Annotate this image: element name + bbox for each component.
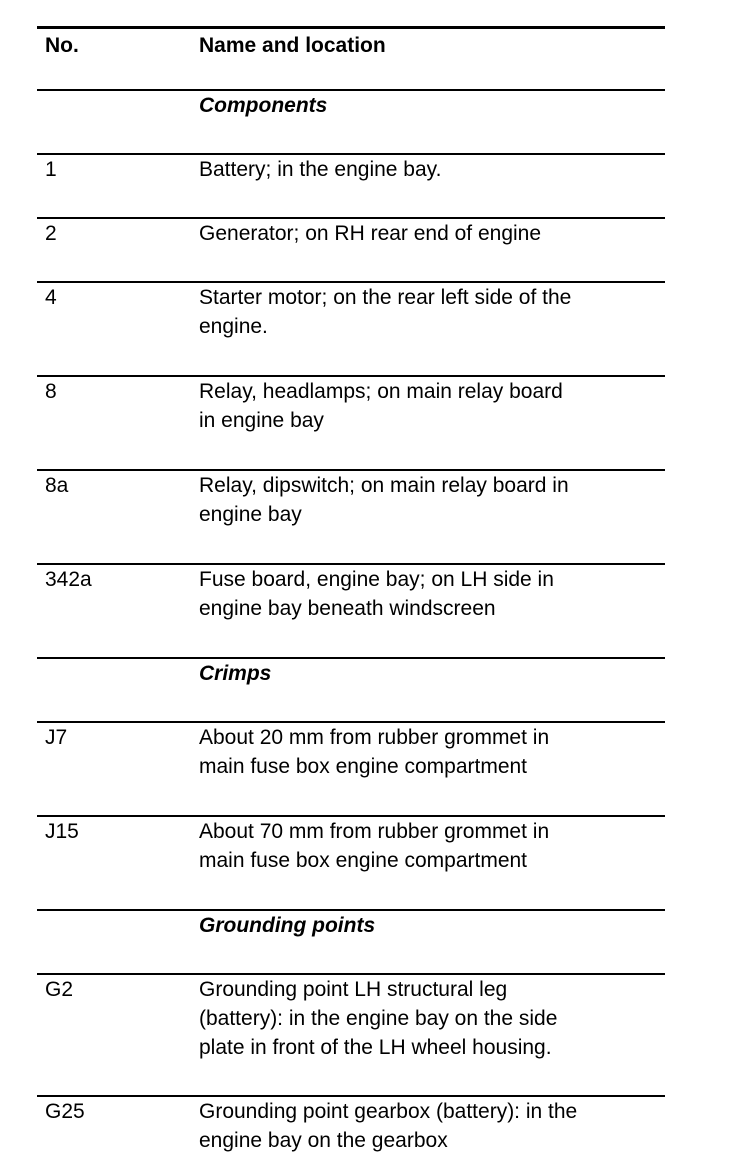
item-name-location (199, 471, 665, 529)
item-number: 342a (45, 568, 92, 591)
item-name-location (199, 283, 665, 341)
table-row (37, 817, 665, 909)
item-number: 4 (45, 286, 57, 309)
section-title: Components (199, 94, 328, 117)
table-row (37, 283, 665, 375)
header-name-location: Name and location (199, 34, 386, 57)
table-row (37, 565, 665, 657)
item-text-line: engine bay beneath windscreen (199, 597, 496, 620)
table-row (37, 377, 665, 469)
component-location-table (37, 26, 665, 1157)
item-name-location (199, 219, 665, 248)
item-text-line: engine. (199, 315, 268, 338)
item-number: G25 (45, 1100, 85, 1123)
table-row (37, 471, 665, 563)
table-row (37, 1097, 665, 1157)
item-number: 8a (45, 474, 69, 497)
table-header-row (37, 29, 665, 89)
item-text-line: engine bay on the gearbox (199, 1129, 448, 1152)
item-text-line: Grounding point LH structural leg (199, 978, 508, 1001)
item-text-line: Fuse board, engine bay; on LH side in (199, 568, 554, 591)
item-number: 1 (45, 158, 57, 181)
table-row (37, 155, 665, 217)
item-number: G2 (45, 978, 74, 1001)
item-text-line: engine bay (199, 503, 302, 526)
item-text-line: Starter motor; on the rear left side of the (199, 286, 572, 309)
item-text-line: Grounding point gearbox (battery): in the (199, 1100, 578, 1123)
item-text-line: main fuse box engine compartment (199, 849, 528, 872)
item-name-location (199, 1097, 665, 1155)
table-body (37, 89, 665, 1157)
item-name-location (199, 817, 665, 875)
item-name-location (199, 155, 665, 184)
table-row (37, 723, 665, 815)
table-row (37, 975, 665, 1095)
item-name-location (199, 565, 665, 623)
item-text-line: Battery; in the engine bay. (199, 158, 442, 181)
item-number: 2 (45, 222, 57, 245)
item-number: 8 (45, 380, 57, 403)
item-text-line: in engine bay (199, 409, 324, 432)
item-text-line: Generator; on RH rear end of engine (199, 222, 542, 245)
item-text-line: Relay, headlamps; on main relay board (199, 380, 563, 403)
section-title: Grounding points (199, 914, 376, 937)
item-text-line: (battery): in the engine bay on the side (199, 1007, 558, 1030)
section-header-row (37, 659, 665, 721)
item-text-line: Relay, dipswitch; on main relay board in (199, 474, 569, 497)
section-header-row (37, 911, 665, 973)
item-name-location (199, 975, 665, 1062)
item-text-line: main fuse box engine compartment (199, 755, 528, 778)
item-name-location (199, 723, 665, 781)
section-header-row (37, 91, 665, 153)
item-number: J15 (45, 820, 79, 843)
section-title: Crimps (199, 662, 272, 685)
item-name-location (199, 377, 665, 435)
table-row (37, 219, 665, 281)
item-text-line: About 20 mm from rubber grommet in (199, 726, 550, 749)
header-no: No. (45, 34, 79, 57)
item-number: J7 (45, 726, 68, 749)
item-text-line: About 70 mm from rubber grommet in (199, 820, 550, 843)
item-text-line: plate in front of the LH wheel housing. (199, 1036, 552, 1059)
